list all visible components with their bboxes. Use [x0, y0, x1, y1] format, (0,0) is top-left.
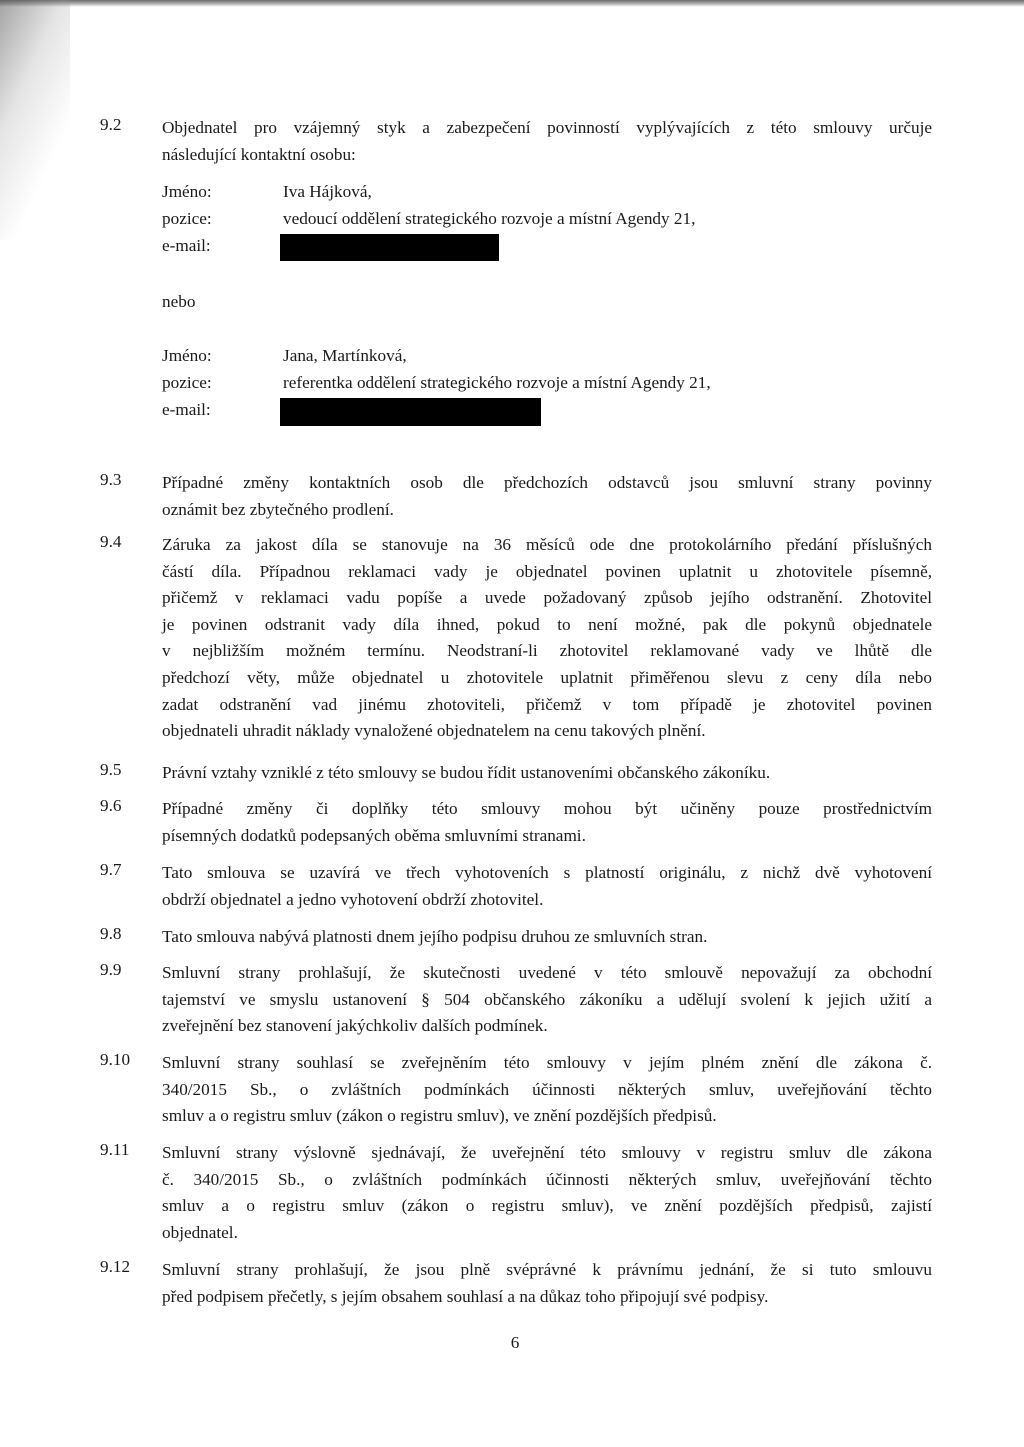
text-line: v nejbližším možném termínu. Neodstraní-li zhotovitel reklamované vady ve lhůtě dle	[162, 641, 932, 661]
section-text	[162, 470, 932, 523]
section-text	[162, 532, 932, 745]
contact-name-row	[162, 346, 842, 372]
email-label: e-mail:	[162, 236, 211, 255]
text-line: Smluvní strany prohlašují, že skutečnosti uvedené v této smlouvě nepovažují za obchodní	[162, 963, 932, 982]
position-label: pozice:	[162, 373, 212, 392]
position-value: referentka oddělení strategického rozvoje a místní Agendy 21,	[283, 373, 711, 392]
section-text	[162, 860, 932, 913]
scan-edge-shadow	[0, 0, 1024, 7]
section-number: 9.2	[100, 115, 122, 134]
contact-email-row	[162, 400, 842, 426]
section-number: 9.8	[100, 924, 122, 943]
text-line: následující kontaktní osobu:	[162, 144, 356, 164]
section-number: 9.9	[100, 960, 122, 979]
text-line: Případné změny kontaktních osob dle předchozích odstavců jsou smluvní strany povinny	[162, 473, 932, 492]
page-number: 6	[510, 1333, 520, 1352]
text-line: částí díla. Případnou reklamaci vady je objednatel povinen uplatnit u zhotovitele písemně,	[162, 561, 932, 581]
redacted-email	[280, 398, 541, 426]
email-label: e-mail:	[162, 400, 211, 419]
contact-name-row	[162, 182, 842, 208]
name-value: Iva Hájková,	[283, 182, 372, 201]
contact-position-row	[162, 373, 842, 399]
text-line: přičemž v reklamaci vadu popíše a uvede požadovaný způsob jejího odstranění. Zhotovitel	[162, 588, 932, 608]
text-line: Právní vztahy vzniklé z této smlouvy se budou řídit ustanoveními občanského zákoníku.	[162, 763, 771, 782]
contact-email-row	[162, 236, 842, 262]
text-line: Smluvní strany souhlasí se zveřejněním této smlouvy v jejím plném znění dle zákona č.	[162, 1053, 932, 1072]
position-label: pozice:	[162, 209, 212, 228]
contact-position-row	[162, 209, 842, 235]
section-number: 9.6	[100, 796, 122, 815]
section-number: 9.11	[100, 1140, 130, 1159]
scan-corner-shadow	[0, 0, 70, 240]
section-number: 9.4	[100, 532, 122, 551]
text-line: Tato smlouva se uzavírá ve třech vyhotoveních s platností originálu, z nichž dvě vyhotovení	[162, 863, 932, 882]
text-line: Případné změny či doplňky této smlouvy mohou být učiněny pouze prostřednictvím	[162, 799, 932, 818]
section-text	[162, 796, 932, 849]
name-value: Jana, Martínková,	[283, 346, 407, 365]
section-text	[162, 924, 932, 951]
section-number: 9.10	[100, 1050, 131, 1069]
section-number: 9.5	[100, 760, 122, 779]
text-line: obdrží objednatel a jedno vyhotovení obdrží zhotovitel.	[162, 889, 544, 909]
text-line: smluv a o registru smluv (zákon o registru smluv), ve znění pozdějších předpisů, zajistí	[162, 1196, 932, 1216]
section-text	[162, 760, 932, 787]
section-number: 9.3	[100, 470, 122, 489]
text-line: písemných dodatků podepsaných oběma smluvními stranami.	[162, 825, 586, 845]
text-line: tajemství ve smyslu ustanovení § 504 občanského zákoníku a udělují svolení k jejich užití a	[162, 989, 932, 1009]
text-line: předchozí věty, může objednatel u zhotovitele uplatnit přiměřenou slevu z ceny díla nebo	[162, 667, 932, 687]
text-line: zveřejnění bez stanovení jakýchkoliv dalších podmínek.	[162, 1016, 548, 1036]
text-line: Smluvní strany prohlašují, že jsou plně svéprávné k právnímu jednání, že si tuto smlouvu	[162, 1260, 932, 1279]
section-text	[162, 1050, 932, 1130]
text-line: zadat odstranění vad jinému zhotoviteli, přičemž v tom případě je zhotovitel povinen	[162, 694, 932, 714]
text-line: oznámit bez zbytečného prodlení.	[162, 499, 394, 519]
text-line: Objednatel pro vzájemný styk a zabezpečení povinností vyplývajících z této smlouvy určuje	[162, 118, 932, 137]
name-label: Jméno:	[162, 346, 212, 365]
text-line: Záruka za jakost díla se stanovuje na 36 měsíců ode dne protokolárního předání příslušných	[162, 535, 932, 554]
name-label: Jméno:	[162, 182, 212, 201]
redacted-email	[280, 234, 499, 261]
or-label: nebo	[162, 292, 196, 311]
text-line: 340/2015 Sb., o zvláštních podmínkách účinnosti některých smluv, uveřejňování těchto	[162, 1079, 932, 1099]
text-line: objednatel.	[162, 1222, 238, 1242]
text-line: Smluvní strany výslovně sjednávají, že uveřejnění této smlouvy v registru smluv dle zákona	[162, 1143, 932, 1162]
section-number: 9.12	[100, 1257, 131, 1276]
section-number: 9.7	[100, 860, 122, 879]
position-value: vedoucí oddělení strategického rozvoje a místní Agendy 21,	[283, 209, 696, 228]
text-line: před podpisem přečetly, s jejím obsahem souhlasí a na důkaz toho připojují své podpisy.	[162, 1286, 769, 1306]
text-line: Tato smlouva nabývá platnosti dnem jejího podpisu druhou ze smluvních stran.	[162, 927, 708, 946]
text-line: č. 340/2015 Sb., o zvláštních podmínkách účinnosti některých smluv, uveřejňování těchto	[162, 1169, 932, 1189]
section-text	[162, 1140, 932, 1246]
text-line: smluv a o registru smluv (zákon o registru smluv), ve znění pozdějších předpisů.	[162, 1106, 717, 1126]
section-text	[162, 960, 932, 1040]
text-line: je povinen odstranit vady díla ihned, pokud to není možné, pak dle pokynů objednatele	[162, 614, 932, 634]
section-text	[162, 115, 932, 168]
section-text	[162, 1257, 932, 1310]
text-line: objednateli uhradit náklady vynaložené objednatelem na cenu takových plnění.	[162, 721, 706, 741]
